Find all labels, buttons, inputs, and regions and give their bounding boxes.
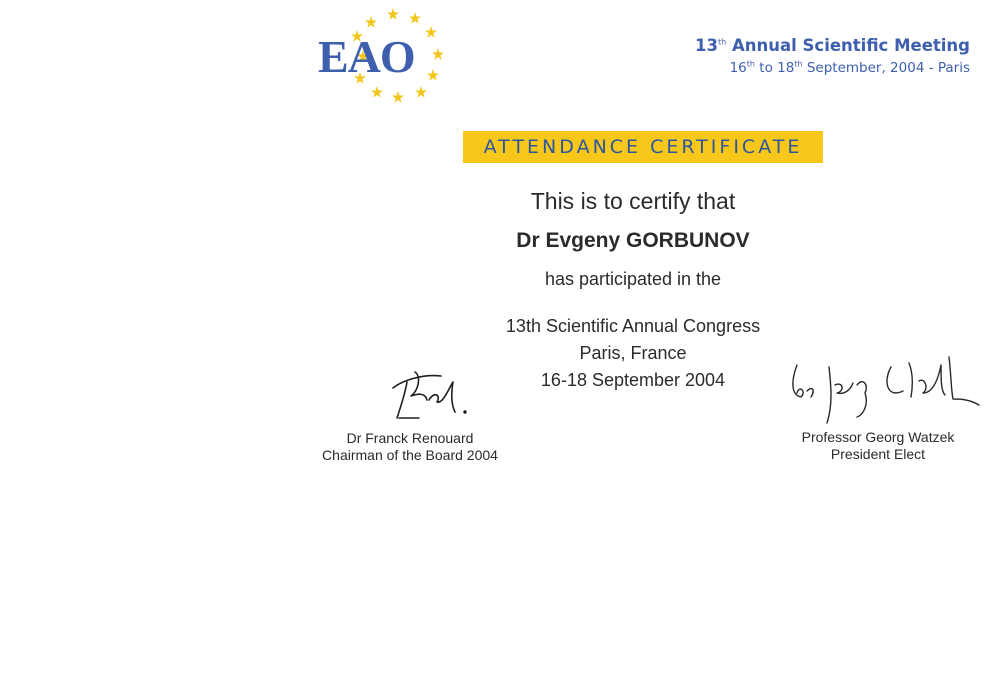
- meeting-end-day: 18: [777, 60, 795, 76]
- star-icon: [425, 26, 437, 38]
- recipient-name: Dr Evgeny GORBUNOV: [516, 229, 750, 252]
- meeting-ordinal-suffix: th: [718, 37, 727, 47]
- meeting-dates: [695, 58, 970, 78]
- signatory-left-title: Chairman of the Board 2004: [322, 447, 498, 463]
- star-icon: [409, 12, 421, 24]
- star-icon: [427, 69, 439, 81]
- meeting-start-day: 16: [729, 60, 747, 76]
- participated-line: has participated in the: [544, 269, 722, 289]
- star-icon: [415, 86, 427, 98]
- signatory-left-name: Dr Franck Renouard: [346, 430, 474, 446]
- certificate-banner: ATTENDANCE CERTIFICATE: [463, 131, 823, 163]
- meeting-title-text: Annual Scientific Meeting: [731, 36, 970, 55]
- meeting-header: [695, 36, 970, 78]
- star-icon: [392, 91, 404, 103]
- meeting-ordinal-number: 13: [695, 36, 719, 55]
- meeting-end-suffix: th: [794, 59, 803, 69]
- signatory-left: [300, 360, 520, 464]
- signatory-right: [768, 345, 988, 463]
- signature-right-graphic: [773, 345, 983, 429]
- meeting-title: [695, 36, 970, 56]
- star-icon: [371, 86, 383, 98]
- event-dates: 16-18 September 2004: [540, 370, 726, 390]
- event-name: 13th Scientific Annual Congress: [505, 316, 761, 336]
- certify-line: This is to certify that: [530, 188, 736, 214]
- meeting-start-suffix: th: [746, 59, 755, 69]
- star-icon: [387, 8, 399, 20]
- star-icon: [365, 16, 377, 28]
- star-icon: [432, 48, 444, 60]
- eao-logo: [300, 2, 460, 106]
- meeting-date-text: September, 2004 - Paris: [806, 60, 970, 76]
- signatory-right-title: President Elect: [830, 446, 926, 462]
- signature-left-graphic: [345, 360, 475, 430]
- eao-logo-text: EAO: [318, 31, 415, 82]
- event-location: Paris, France: [579, 343, 687, 363]
- signatory-right-name: Professor Georg Watzek: [801, 429, 955, 445]
- meeting-to-word: to: [759, 60, 773, 76]
